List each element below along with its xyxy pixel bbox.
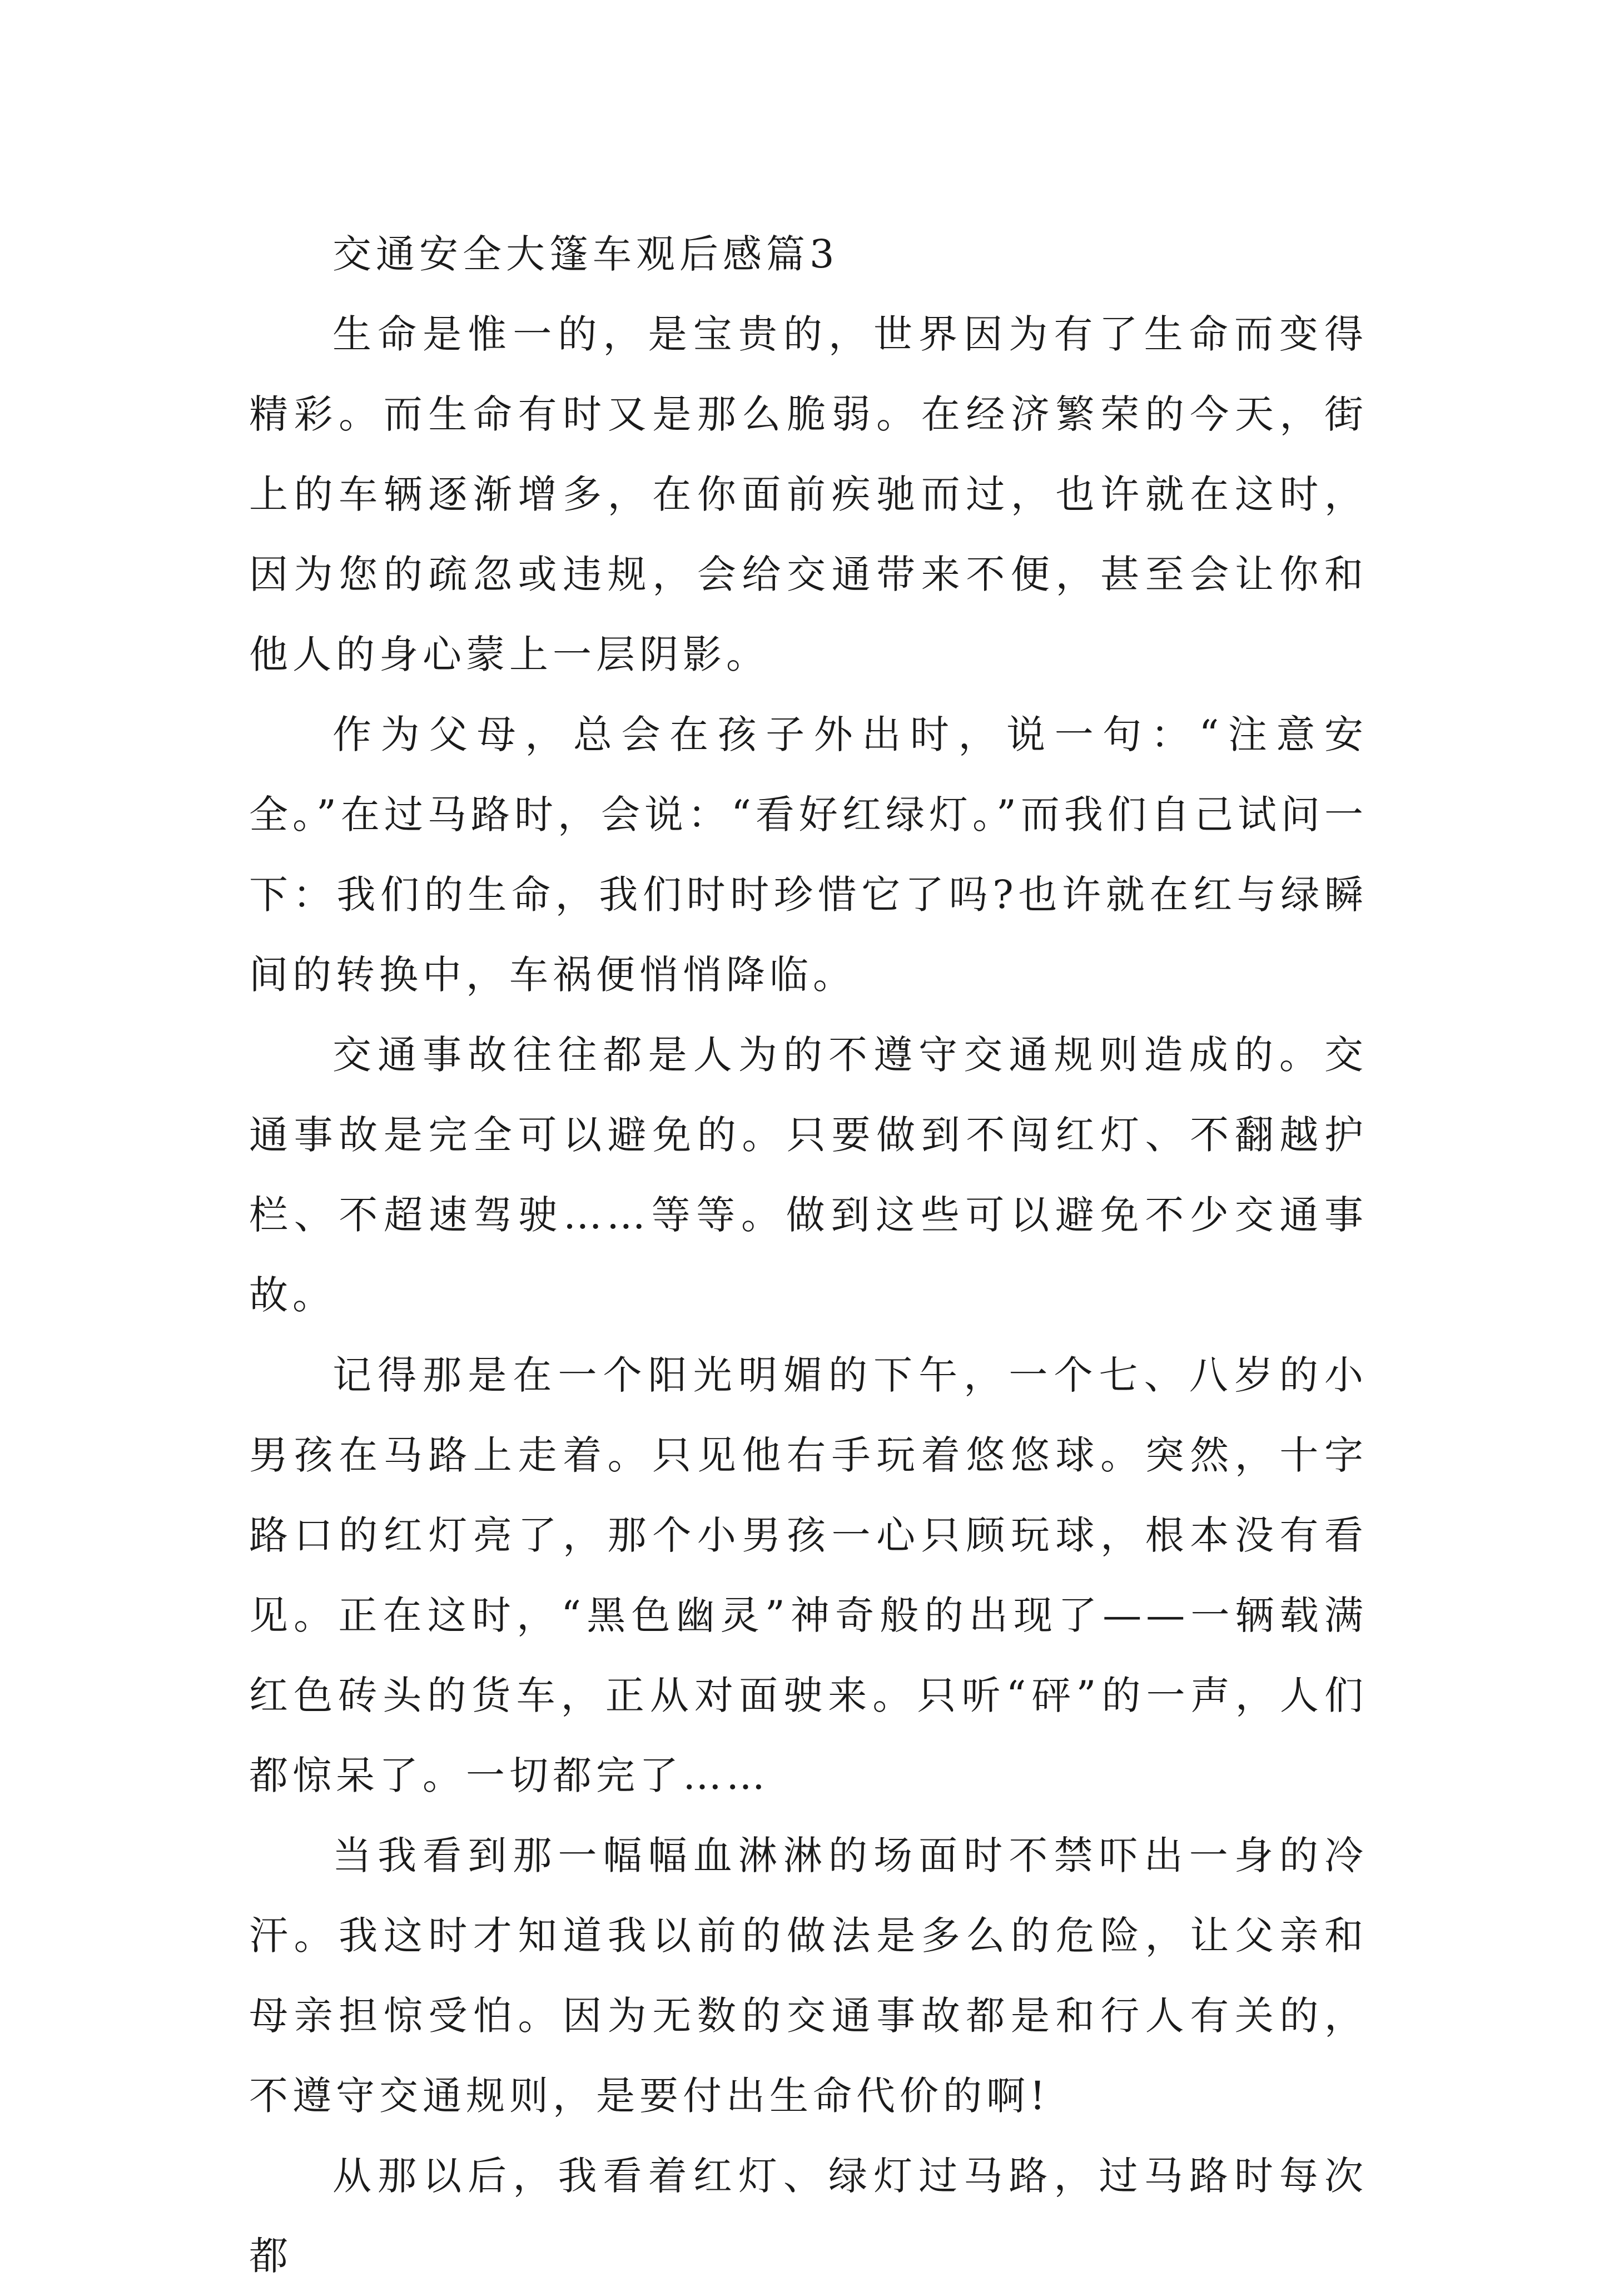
paragraph: 记得那是在一个阳光明媚的下午，一个七、八岁的小男孩在马路上走着。只见他右手玩着悠悠球。突然，十字路口的红灯亮了，那个小男孩一心只顾玩球，根本没有看见。正在这时，“黑色幽灵”神奇般的出现了——一辆载满红色砖头的货车，正从对面驶来。只听“砰”的一声，人们都惊呆了。一切都完了…… [249, 1352, 1368, 1798]
paragraph: 作为父母，总会在孩子外出时，说一句：“注意安全。”在过马路时，会说：“看好红绿灯。”而我们自己试问一下：我们的生命，我们时时珍惜它了吗?也许就在红与绿瞬间的转换中，车祸便悄悄降临。 [249, 712, 1368, 998]
document-body [249, 214, 1368, 2296]
paragraph: 交通事故往往都是人为的不遵守交通规则造成的。交通事故是完全可以避免的。只要做到不闯红灯、不翻越护栏、不超速驾驶……等等。做到这些可以避免不少交通事故。 [249, 1032, 1368, 1318]
paragraph: 从那以后，我看着红灯、绿灯过马路，过马路时每次都 [249, 2153, 1368, 2279]
paragraph: 当我看到那一幅幅血淋淋的场面时不禁吓出一身的冷汗。我这时才知道我以前的做法是多么的危险，让父亲和母亲担惊受怕。因为无数的交通事故都是和行人有关的，不遵守交通规则，是要付出生命代价的啊! [249, 1833, 1368, 2119]
document-title: 交通安全大篷车观后感篇3 [332, 231, 839, 277]
paragraph: 生命是惟一的，是宝贵的，世界因为有了生命而变得精彩。而生命有时又是那么脆弱。在经济繁荣的今天，街上的车辆逐渐增多，在你面前疾驰而过，也许就在这时，因为您的疏忽或违规，会给交通带来不便，甚至会让你和他人的身心蒙上一层阴影。 [249, 311, 1368, 677]
